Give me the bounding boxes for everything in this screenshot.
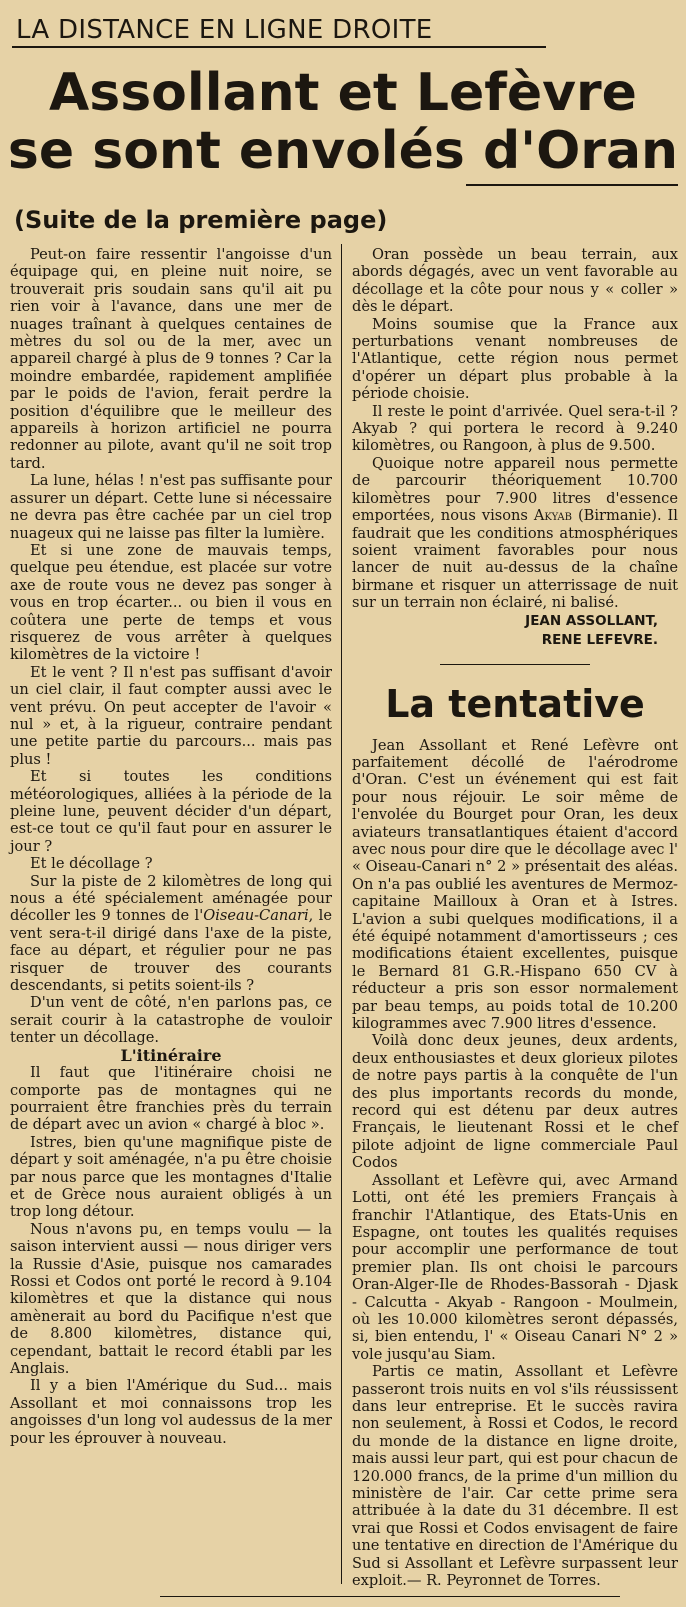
text-run: Sur la piste de 2 kilomètres de long qui nous a été spécialement aménagée pour décoller les 9 tonnes de l' [10,872,332,925]
paragraph: Istres, bien qu'une magnifique piste de départ y soit aménagée, n'a pu être choisie par nous parce que les montagnes d'Italie et de Grèce nous auraient obligés à un trop long détour. [10,1133,332,1221]
text-run: , le vent sera-t-il dirigé dans l'axe de la piste, face au départ, et régulier pour ne pas risquer de trouver des courants descendants, si petits soient-ils ? [10,907,332,995]
paragraph [10,873,332,995]
paragraph: Nous n'avons pu, en temps voulu — la saison intervient aussi — nous diriger vers la Russie d'Asie, puisque nos camarades Rossi et Codos ont porté le record à 9.104 kilomètres et que la distance qui nous amènerait au bord du Pacifique n'est que de 8.800 kilomètres, distance qui, cependant, battait le record établi par les Anglais. [10,1220,332,1377]
text-run: Quoique notre appareil nous permette de parcourir théoriquement 10.700 kilomètres pour 7.900 litres d'essence emportées, nous visons [352,454,678,525]
headline-rule [466,184,678,186]
paragraph: Jean Assollant et René Lefèvre ont parfaitement décollé de l'aérodrome d'Oran. C'est un événement qui est fait pour nous réjouir. Le soir même de l'envolée du Bourget pour Oran, les deux aviateurs transatlantiques étaient d'accord avec nous pour dire que le décollage avec l' « Oiseau-Canari n° 2 » présentait des aléas. On n'a pas oublié les aventures de Mermoz-capitaine Mailloux à Oran et à Istres. L'avion a subi quelques modifications, il a été équipé notamment d'amortisseurs ; ces modifications étaient excellentes, puisque le Bernard 81 G.R.-Hispano 650 CV à réducteur a pris son essor normalement par beau temps, au poids total de 10.200 kilogrammes avec 7.900 litres d'essence. [352,736,678,1033]
paragraph: Voilà donc deux jeunes, deux ardents, deux enthousiastes et deux glorieux pilotes de notre pays partis à la conquête de l'un des plus importants records du monde, record qui est détenu par deux autres Français, le lieutenant Rossi et le chef pilote adjoint de ligne commerciale Paul Codos [352,1032,678,1172]
paragraph: D'un vent de côté, n'en parlons pas, ce serait courir à la catastrophe de vouloir tenter un décollage. [10,994,332,1047]
aircraft-name: Oiseau-Canari [203,907,309,925]
paragraph: Oran possède un beau terrain, aux abords dégagés, avec un vent favorable au décollage et la côte pour nous y « coller » dès le départ. [352,246,678,316]
section-rubric: LA DISTANCE EN LIGNE DROITE [12,14,546,48]
paragraph: Moins soumise que la France aux perturbations venant nombreuses de l'Atlantique, cette région nous permet d'opérer un départ plus probable à la période choisie. [352,315,678,403]
headline [0,64,686,180]
paragraph: La lune, hélas ! n'est pas suffisante pour assurer un départ. Cette lune si nécessaire ne devra pas être cachée par un ciel trop nuageux qui ne laisse pas filter la lumière. [10,472,332,542]
paragraph: Et le vent ? Il n'est pas suffisant d'avoir un ciel clair, il faut compter aussi avec le vent prévu. On peut accepter de l'avoir « nul » et, à la rigueur, contraire pendant une petite partie du parcours... mais pas plus ! [10,663,332,768]
section-separator [440,664,590,665]
paragraph: Assollant et Lefèvre qui, avec Armand Lotti, ont été les premiers Français à franchir l'Atlantique, des Etats-Unis en Espagne, ont toutes les qualités requises pour accomplir une performance de tout premier plan. Ils ont choisi le parcours Oran-Alger-Ile de Rhodes-Bassorah - Djask - Calcutta - Akyab - Rangoon - Moulmein, où les 10.000 kilomètres seront dépassés, si, bien entendu, l' « Oiseau Canari N° 2 » vole jusqu'au Siam. [352,1171,678,1363]
left-column [10,246,332,1447]
paragraph: Et si toutes les conditions météorologiques, alliées à la période de la pleine lune, peuvent décider d'un départ, est-ce tout ce qu'il faut pour en assurer le jour ? [10,768,332,855]
subheading-itinerary: L'itinéraire [120,1045,222,1065]
paragraph [352,455,678,612]
paragraph: Peut-on faire ressentir l'angoisse d'un équipage qui, en pleine nuit noire, se trouverait pris soudain sans qu'il ait pu rien voir à l'avance, dans une mer de nuages traînant à quelques centaines de mètres du sol ou de la mer, avec un appareil chargé à plus de 9 tonnes ? Car la moindre embardée, rapidement amplifiée par le poids de l'avion, ferait perdre la position d'équilibre que le meilleur des appareils à horizon artificiel ne pourra redonner au pilote, avant qu'il ne soit trop tard. [10,246,332,472]
column-divider [341,244,342,1584]
signature-2: RENE LEFEVRE. [541,631,658,648]
headline-line-2: se sont envolés d'Oran [7,121,679,181]
paragraph: Partis ce matin, Assollant et Lefèvre passeront trois nuits en vol s'ils réussissent dans leur entreprise. Et le succès ravira non seulement, à Rossi et Codos, le record du monde de la distance en ligne droite, mais aussi leur part, qui est pour chacun de 120.000 francs, de la prime d'un million du ministère de l'air. Car cette prime sera attribuée à la date du 31 décembre. Il est vrai que Rossi et Codos envisagent de faire une tentative en direction de l'Amérique du Sud si Assollant et Lefèvre surpassent leur exploit.— R. Peyronnet de Torres. [352,1363,678,1590]
continuation-label: (Suite de la première page) [14,206,388,234]
place-name: Akyab [533,507,572,525]
headline-line-1: Assollant et Lefèvre [49,63,637,123]
bottom-rule [160,1596,620,1597]
paragraph: Il faut que l'itinéraire choisi ne comporte pas de montagnes qui ne pourraient être franchies près du terrain de départ avec un avion « chargé à bloc ». [10,1064,332,1134]
paragraph: Et si une zone de mauvais temps, quelque peu étendue, est placée sur votre axe de route vous ne devez pas songer à vous en trop écarter... ou bien il vous en coûtera une perte de temps et vous risquerez de vous arrêter à quelques kilomètres de la victoire ! [10,541,332,664]
right-column [352,246,678,1589]
signature-1: JEAN ASSOLLANT, [525,612,658,629]
paragraph: Et le décollage ? [30,855,153,873]
paragraph: Il y a bien l'Amérique du Sud... mais Assollant et moi connaissons trop les angoisses d'un long vol audessus de la mer pour les éprouver à nouveau. [10,1377,332,1447]
subheading-tentative: La tentative [385,681,645,726]
text-run: (Birmanie). Il faudrait que les conditions atmosphériques soient vraiment favorables pour nous lancer de nuit au-dessus de la chaîne birmane et risquer un atterrissage de nuit sur un terrain non éclairé, ni balisé. [352,507,678,612]
paragraph: Il reste le point d'arrivée. Quel sera-t-il ? Akyab ? qui portera le record à 9.240 kilomètres, ou Rangoon, à plus de 9.500. [352,402,678,455]
